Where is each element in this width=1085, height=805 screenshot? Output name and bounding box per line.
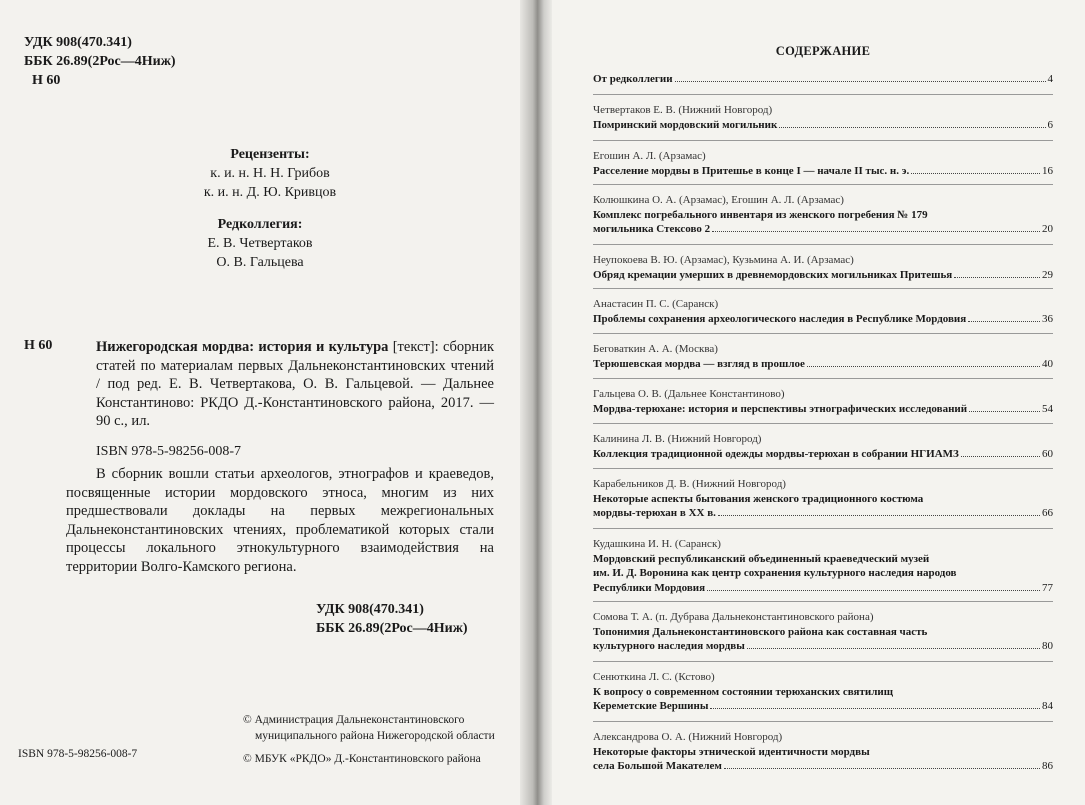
toc-page-number: 20: [1042, 223, 1053, 235]
editor-1: Е. В. Четвертаков: [207, 236, 313, 251]
toc-separator: [593, 468, 1053, 469]
toc-entry-title: села Большой Макателем: [593, 760, 722, 772]
toc-page-number: 40: [1042, 357, 1053, 370]
toc-leader-dots: [707, 590, 1040, 591]
toc-entry-line: [593, 699, 1053, 714]
reviewer-2: к. и. н. Д. Ю. Кривцов: [203, 185, 337, 200]
toc-entry-author: Егошин А. Л. (Арзамас): [593, 150, 706, 162]
toc-entry-author: Гальцева О. В. (Дальнее Константиново): [593, 388, 785, 400]
catalog-code: Н 60: [24, 338, 53, 353]
toc-page-number: 36: [1042, 312, 1053, 325]
reviewers-block: [170, 145, 370, 202]
toc-separator: [593, 378, 1053, 379]
toc-separator: [593, 721, 1053, 722]
toc-entry-author: Сомова Т. А. (п. Дубрава Дальнеконстантиновского района): [593, 611, 874, 623]
toc-separator: [593, 184, 1053, 185]
toc-entry: [593, 670, 1053, 714]
reviewers-label: Рецензенты:: [230, 147, 310, 162]
toc-entry-title: К вопросу о современном состоянии терюханских святилищ: [593, 685, 893, 698]
toc-entry-title: Обряд кремации умерших в древнемордовских могильниках Притешья: [593, 268, 953, 281]
toc-leader-dots: [718, 515, 1040, 516]
toc-entry-line: [593, 72, 1053, 87]
toc-entry-title: Республики Мордовия: [593, 581, 706, 594]
toc-entry: [593, 730, 1053, 774]
author-mark: Н 60: [32, 73, 61, 88]
toc-leader-dots: [807, 366, 1040, 367]
catalog-record: [96, 338, 494, 431]
toc-entry: [593, 342, 1053, 371]
toc-entry: [593, 193, 1053, 237]
toc-entry-title: культурного наследия мордвы: [593, 640, 745, 652]
toc-leader-dots: [961, 456, 1040, 457]
toc-leader-dots: [675, 81, 1046, 82]
toc-leader-dots: [968, 321, 1040, 322]
toc-leader-dots: [779, 127, 1045, 128]
toc-entry-line: [593, 506, 1053, 521]
toc-entry-title: Проблемы сохранения археологического наследия в Республике Мордовия: [593, 312, 967, 325]
toc-entry-line: [593, 402, 1053, 417]
toc-entry-title: Помринский мордовский могильник: [593, 118, 778, 131]
toc-page-number: 86: [1042, 760, 1053, 772]
toc-page-number: 6: [1047, 118, 1053, 131]
editor-2: О. В. Гальцева: [216, 255, 304, 270]
toc-entry-title: От редколлегии: [593, 73, 673, 85]
udk-code-bottom: УДК 908(470.341): [316, 602, 424, 617]
toc-page-number: 16: [1042, 164, 1053, 177]
toc-entry-title: Мордовский республиканский объединенный краеведческий музей: [593, 552, 930, 565]
toc-separator: [593, 94, 1053, 95]
toc-entry-title: мордвы-терюхан в XX в.: [593, 507, 716, 519]
bbk-code: ББК 26.89(2Рос—4Ниж): [24, 54, 176, 69]
toc-page-number: 80: [1042, 640, 1053, 652]
toc-entry-author: Сенюткина Л. С. (Кстово): [593, 671, 715, 683]
toc-entry-author: Колюшкина О. А. (Арзамас), Егошин А. Л. (Арзамас): [593, 194, 844, 206]
toc-leader-dots: [969, 411, 1040, 412]
toc-entry-author: Неупокоева В. Ю. (Арзамас), Кузьмина А. И. (Арзамас): [593, 254, 854, 266]
toc-entry-author: Александрова О. А. (Нижний Новгород): [593, 731, 783, 743]
toc-entry-author: Беговаткин А. А. (Москва): [593, 343, 718, 355]
classification-codes-bottom: [316, 600, 468, 638]
toc-entry-author: Карабельников Д. В. (Нижний Новгород): [593, 478, 786, 490]
toc-entry-author: Анастасин П. С. (Саранск): [593, 298, 719, 310]
toc-leader-dots: [724, 768, 1040, 769]
toc-separator: [593, 333, 1053, 334]
toc-page-number: 77: [1042, 581, 1053, 594]
toc-entry-line: [593, 447, 1053, 462]
toc-leader-dots: [954, 277, 1040, 278]
classification-codes: [24, 33, 176, 90]
toc-separator: [593, 244, 1053, 245]
toc-page-number: 29: [1042, 268, 1053, 281]
toc-separator: [593, 140, 1053, 141]
copyright-rkdo: © МБУК «РКДО» Д.-Константиновского района: [243, 753, 481, 765]
udk-code: УДК 908(470.341): [24, 35, 132, 50]
toc-page-number: 84: [1042, 700, 1053, 712]
toc-entry: [593, 103, 1053, 132]
toc-entry-title: Расселение мордвы в Притешье в конце I — начале II тыс. н. э.: [593, 164, 910, 177]
toc-leader-dots: [911, 173, 1040, 174]
toc-entry-line: [593, 164, 1053, 179]
toc-entry-title: Некоторые факторы этнической идентичности мордвы: [593, 745, 870, 758]
toc-title: СОДЕРЖАНИЕ: [775, 44, 871, 58]
toc-separator: [593, 423, 1053, 424]
toc-entry: [593, 432, 1053, 461]
toc-entry-line: [593, 357, 1053, 372]
toc-entry-line: [593, 639, 1053, 654]
toc-entry-title: могильника Стексово 2: [593, 223, 711, 235]
toc-page-number: 4: [1047, 73, 1053, 85]
toc-entry-title: Некоторые аспекты бытования женского традиционного костюма: [593, 492, 924, 505]
toc-leader-dots: [712, 231, 1040, 232]
isbn-bottom: ISBN 978-5-98256-008-7: [18, 748, 138, 760]
toc-entry-author: Калинина Л. В. (Нижний Новгород): [593, 433, 762, 445]
toc-entry-title: Топонимия Дальнеконстантиновского района как составная часть: [593, 625, 928, 638]
toc-entry: [593, 477, 1053, 521]
annotation: В сборник вошли статьи археологов, этнографов и краеведов, посвященные истории мордовского этноса, многим из них предшествовали доклады на первых межрегиональных Дальнеконстантиновских чтениях, проблематикой которых стали процессы локального этнокультурного взаимодействия на территории Волго-Камского региона.: [66, 466, 494, 575]
bbk-code-bottom: ББК 26.89(2Рос—4Ниж): [316, 621, 468, 636]
toc-entry: [593, 610, 1053, 654]
toc-entry: [593, 387, 1053, 416]
catalog-details: [текст]: сборник статей по материалам первых Дальнеконстантиновских чтений / под ред. Е. В. Четвертакова, О. В. Гальцевой. — Дальнее Константиново: РКДО Д.-Константиновского района, 2017. — 90 с., ил.: [96, 339, 494, 429]
book-gutter: [520, 0, 552, 805]
toc-page-number: 60: [1042, 447, 1053, 460]
editorial-block: [160, 215, 360, 272]
toc-entry-title: Мордва-терюхане: история и перспективы этнографических исследований: [593, 402, 968, 415]
toc-page-number: 54: [1042, 402, 1053, 415]
toc-entry-title: Терюшевская мордва — взгляд в прошлое: [593, 357, 805, 370]
toc-entry: [593, 253, 1053, 282]
toc-separator: [593, 661, 1053, 662]
toc-entry: [593, 297, 1053, 326]
editorial-label: Редколлегия:: [217, 217, 303, 232]
toc-leader-dots: [747, 648, 1040, 649]
toc-entry-title: Кереметские Вершины: [593, 700, 709, 712]
copyright-administration: © Администрация Дальнеконстантиновского муниципального района Нижегородской области: [243, 714, 495, 742]
toc-entry-line: [593, 759, 1053, 774]
toc-entry-author: Кудашкина И. Н. (Саранск): [593, 538, 721, 550]
toc-entry-title: Коллекция традиционной одежды мордвы-терюхан в собрании НГИАМЗ: [593, 447, 959, 460]
catalog-title: Нижегородская мордва: история и культура: [96, 339, 389, 355]
toc-entry: [593, 149, 1053, 178]
isbn: ISBN 978-5-98256-008-7: [96, 444, 242, 459]
toc-entry-line: [593, 581, 1053, 596]
toc-entry-line: [593, 118, 1053, 133]
toc-separator: [593, 288, 1053, 289]
toc-entry-line: [593, 268, 1053, 283]
toc-leader-dots: [710, 708, 1040, 709]
toc-page-number: 66: [1042, 507, 1053, 519]
toc-entry: [593, 537, 1053, 595]
toc-entry-author: Четвертаков Е. В. (Нижний Новгород): [593, 104, 773, 116]
reviewer-1: к. и. н. Н. Н. Грибов: [210, 166, 330, 181]
toc-entry-line: [593, 222, 1053, 237]
toc-entry-title: им. И. Д. Воронина как центр сохранения культурного наследия народов: [593, 567, 957, 579]
toc-entry-line: [593, 312, 1053, 327]
toc-entry: [593, 72, 1053, 87]
toc-entry-title: Комплекс погребального инвентаря из женского погребения № 179: [593, 208, 928, 221]
toc-separator: [593, 601, 1053, 602]
toc-separator: [593, 528, 1053, 529]
